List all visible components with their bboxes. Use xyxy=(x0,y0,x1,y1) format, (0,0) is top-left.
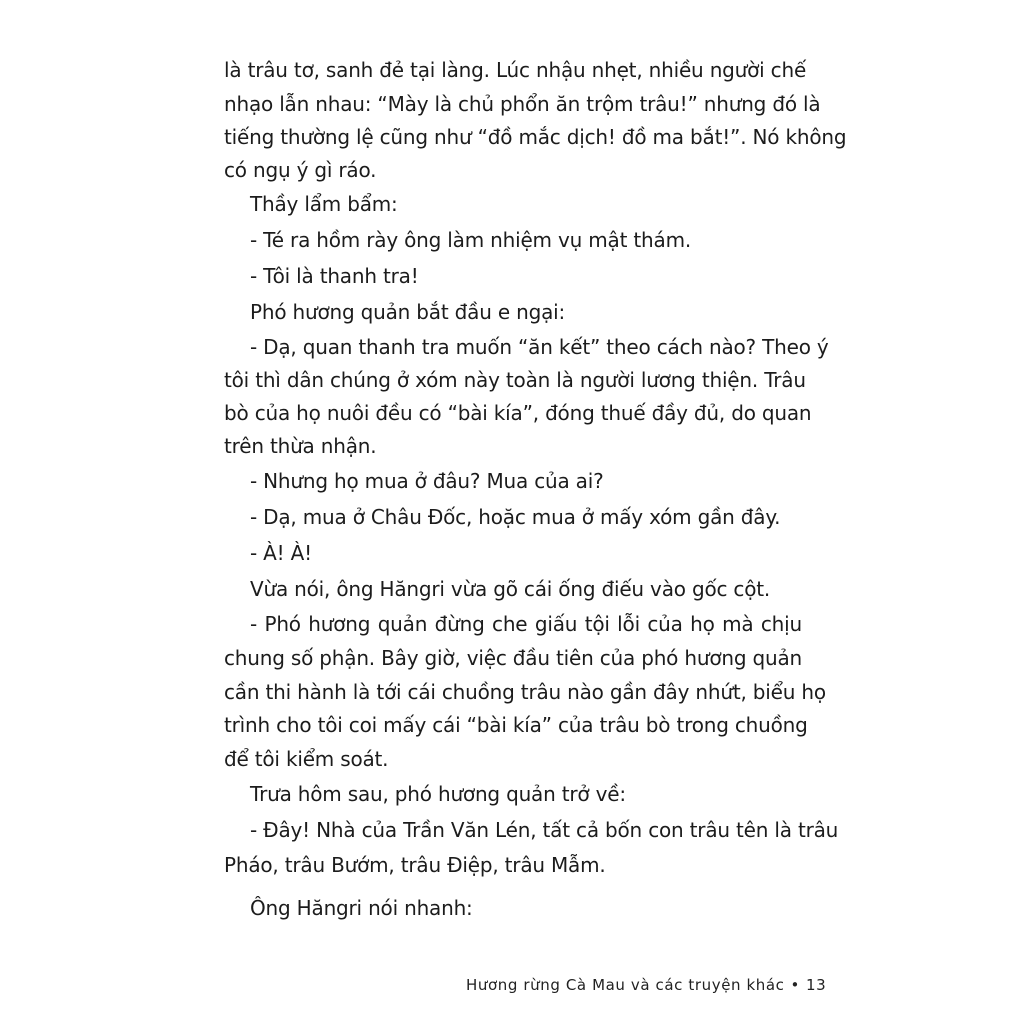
text-line: để tôi kiểm soát. xyxy=(224,747,389,771)
text-line: Trưa hôm sau, phó hương quản trở về: xyxy=(250,782,626,806)
text-line: chung số phận. Bây giờ, việc đầu tiên của phó hương quản xyxy=(224,646,802,670)
text-line: cần thi hành là tới cái chuồng trâu nào gần đây nhứt, biểu họ xyxy=(224,680,826,704)
running-title: Hương rừng Cà Mau và các truyện khác xyxy=(466,976,785,994)
text-line: - Nhưng họ mua ở đâu? Mua của ai? xyxy=(250,469,604,493)
text-line: có ngụ ý gì ráo. xyxy=(224,158,377,182)
page-number: 13 xyxy=(805,976,827,994)
text-line: là trâu tơ, sanh đẻ tại làng. Lúc nhậu nhẹt, nhiều người chế xyxy=(224,58,807,82)
text-line: - Dạ, quan thanh tra muốn “ăn kết” theo cách nào? Theo ý xyxy=(250,335,829,359)
text-line: tiếng thường lệ cũng như “đồ mắc dịch! đồ ma bắt!”. Nó không xyxy=(224,125,847,149)
text-line: - Phó hương quản đừng che giấu tội lỗi của họ mà chịu xyxy=(250,612,802,636)
footer-separator: • xyxy=(790,976,800,994)
text-line: Pháo, trâu Bướm, trâu Điệp, trâu Mẫm. xyxy=(224,853,606,877)
text-line: Vừa nói, ông Hăngri vừa gõ cái ống điếu vào gốc cột. xyxy=(250,577,771,601)
text-line: - Té ra hồm rày ông làm nhiệm vụ mật thám. xyxy=(250,228,692,252)
text-line: - Tôi là thanh tra! xyxy=(250,264,419,288)
text-line: Phó hương quản bắt đầu e ngại: xyxy=(250,300,566,324)
text-line: - À! À! xyxy=(250,541,312,565)
text-line: - Dạ, mua ở Châu Đốc, hoặc mua ở mấy xóm gần đây. xyxy=(250,505,781,529)
text-line: nhạo lẫn nhau: “Mày là chủ phổn ăn trộm trâu!” nhưng đó là xyxy=(224,92,821,116)
text-line: bò của họ nuôi đều có “bài kía”, đóng thuế đầy đủ, do quan xyxy=(224,401,812,425)
page-footer xyxy=(466,976,826,994)
text-line: Thầy lẩm bẩm: xyxy=(250,192,398,216)
text-line: Ông Hăngri nói nhanh: xyxy=(250,896,473,920)
text-line: trên thừa nhận. xyxy=(224,434,377,458)
text-line: trình cho tôi coi mấy cái “bài kía” của trâu bò trong chuồng xyxy=(224,713,808,737)
text-line: tôi thì dân chúng ở xóm này toàn là người lương thiện. Trâu xyxy=(224,368,806,392)
text-line: - Đây! Nhà của Trần Văn Lén, tất cả bốn con trâu tên là trâu xyxy=(250,818,839,842)
